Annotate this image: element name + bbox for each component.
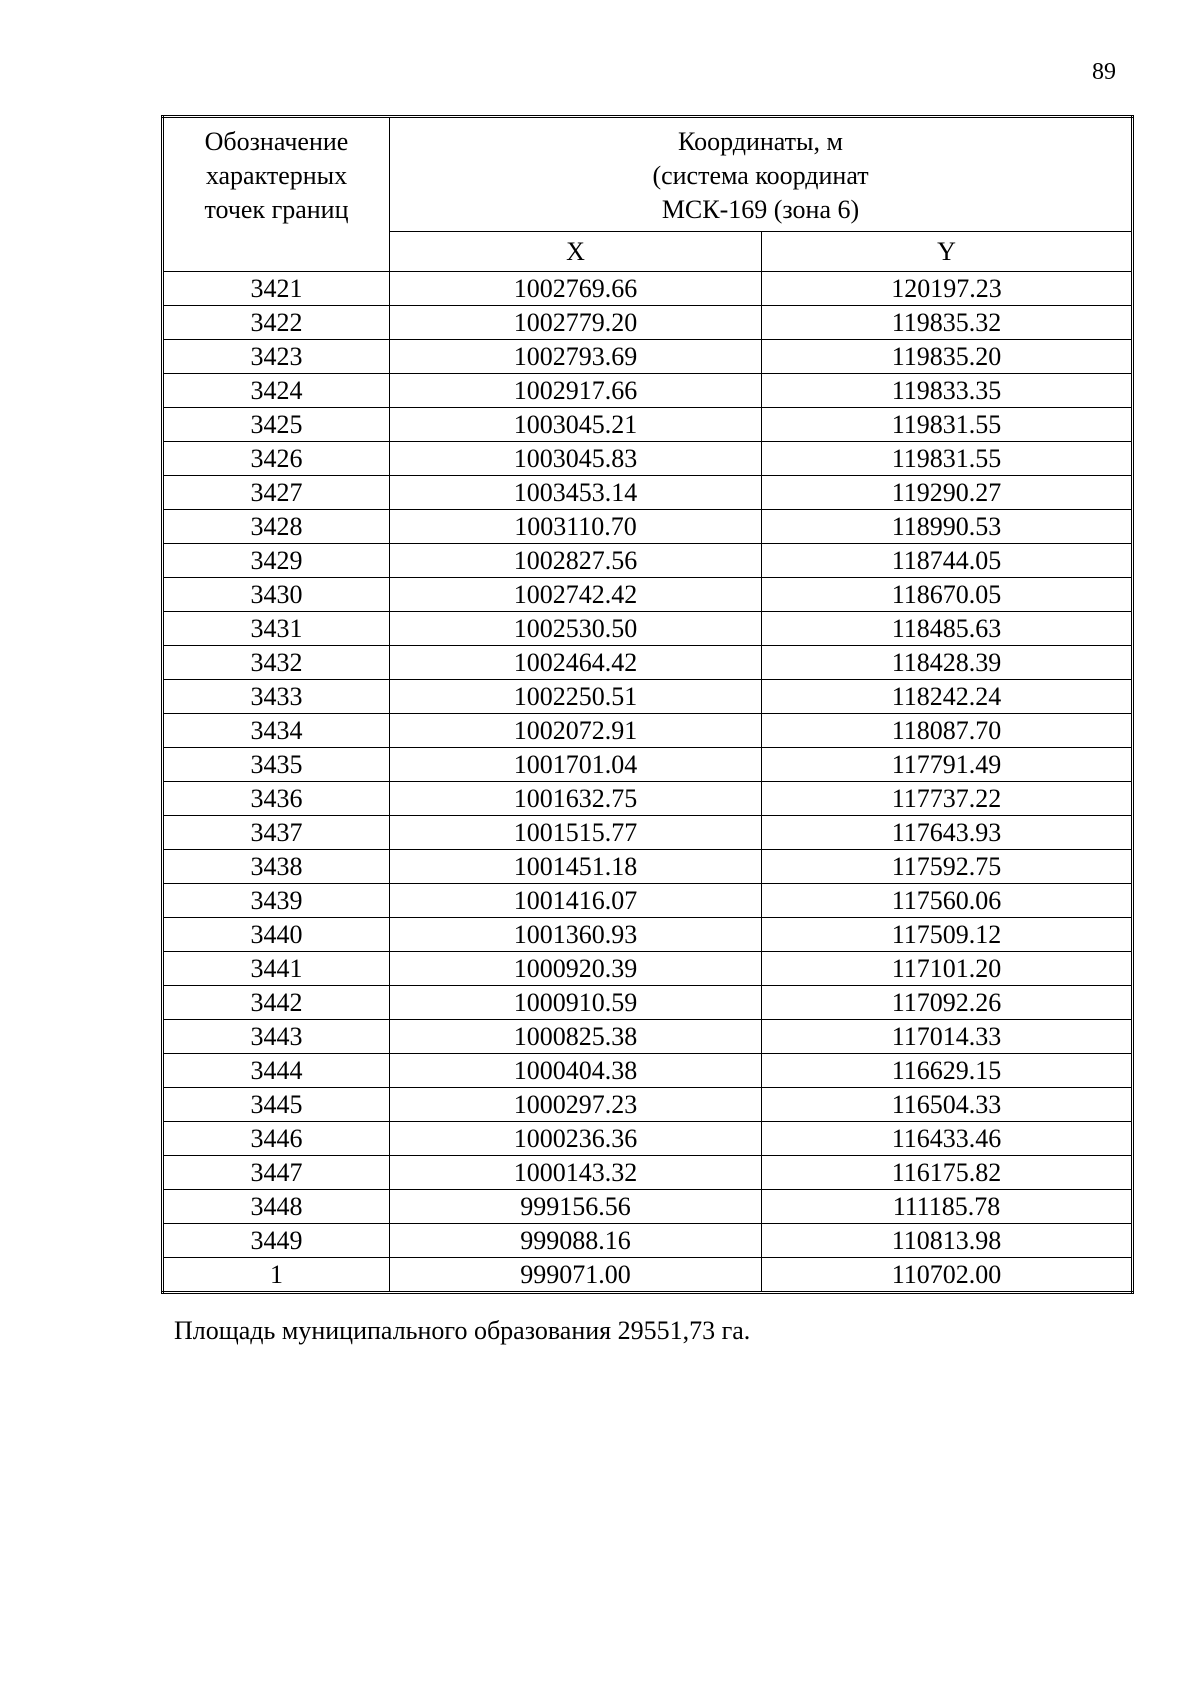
y-coordinate-cell: 117509.12 bbox=[762, 918, 1133, 952]
x-coordinate-cell: 1002530.50 bbox=[390, 612, 762, 646]
y-coordinate-cell: 118242.24 bbox=[762, 680, 1133, 714]
y-coordinate-cell: 117737.22 bbox=[762, 782, 1133, 816]
table-row bbox=[163, 1258, 1133, 1293]
point-label-header bbox=[163, 117, 390, 272]
x-coordinate-cell: 1003045.83 bbox=[390, 442, 762, 476]
x-coordinate-cell: 1003110.70 bbox=[390, 510, 762, 544]
x-coordinate-cell: 1002779.20 bbox=[390, 306, 762, 340]
table-row bbox=[163, 884, 1133, 918]
y-coordinate-cell: 118087.70 bbox=[762, 714, 1133, 748]
x-coordinate-cell: 1000143.32 bbox=[390, 1156, 762, 1190]
point-id-cell: 3437 bbox=[163, 816, 390, 850]
table-row bbox=[163, 1122, 1133, 1156]
y-coordinate-cell: 118670.05 bbox=[762, 578, 1133, 612]
point-id-cell: 3444 bbox=[163, 1054, 390, 1088]
table-row bbox=[163, 1224, 1133, 1258]
x-coordinate-cell: 1001360.93 bbox=[390, 918, 762, 952]
y-coordinate-cell: 110813.98 bbox=[762, 1224, 1133, 1258]
x-coordinate-cell: 1000825.38 bbox=[390, 1020, 762, 1054]
y-coordinate-cell: 117101.20 bbox=[762, 952, 1133, 986]
point-id-cell: 3449 bbox=[163, 1224, 390, 1258]
point-id-cell: 3429 bbox=[163, 544, 390, 578]
point-id-cell: 3428 bbox=[163, 510, 390, 544]
y-coordinate-cell: 116504.33 bbox=[762, 1088, 1133, 1122]
coordinates-group-header-line: МСК-169 (зона 6) bbox=[661, 195, 860, 224]
point-id-cell: 3421 bbox=[163, 272, 390, 306]
x-column-header: X bbox=[390, 232, 762, 272]
table-row bbox=[163, 442, 1133, 476]
point-id-cell: 3432 bbox=[163, 646, 390, 680]
table-row bbox=[163, 850, 1133, 884]
point-id-cell: 3431 bbox=[163, 612, 390, 646]
table-row bbox=[163, 714, 1133, 748]
x-coordinate-cell: 1000236.36 bbox=[390, 1122, 762, 1156]
x-coordinate-cell: 1001451.18 bbox=[390, 850, 762, 884]
table-row bbox=[163, 748, 1133, 782]
point-label-header-line: характерных bbox=[205, 161, 348, 190]
point-label-header-line: Обозначение bbox=[204, 127, 349, 156]
point-id-cell: 3430 bbox=[163, 578, 390, 612]
x-coordinate-cell: 1000920.39 bbox=[390, 952, 762, 986]
y-coordinate-cell: 111185.78 bbox=[762, 1190, 1133, 1224]
point-id-cell: 3445 bbox=[163, 1088, 390, 1122]
x-coordinate-cell: 1001515.77 bbox=[390, 816, 762, 850]
point-id-cell: 3424 bbox=[163, 374, 390, 408]
point-id-cell: 3446 bbox=[163, 1122, 390, 1156]
x-coordinate-cell: 1002464.42 bbox=[390, 646, 762, 680]
y-column-header: Y bbox=[762, 232, 1133, 272]
y-coordinate-cell: 118990.53 bbox=[762, 510, 1133, 544]
x-coordinate-cell: 1002072.91 bbox=[390, 714, 762, 748]
table-row bbox=[163, 578, 1133, 612]
x-coordinate-cell: 1002917.66 bbox=[390, 374, 762, 408]
y-coordinate-cell: 110702.00 bbox=[762, 1258, 1133, 1293]
table-row bbox=[163, 1190, 1133, 1224]
table-row bbox=[163, 374, 1133, 408]
coordinates-group-header-line: (система координат bbox=[652, 161, 869, 190]
table-body bbox=[163, 272, 1133, 1293]
x-coordinate-cell: 1001632.75 bbox=[390, 782, 762, 816]
table-row bbox=[163, 544, 1133, 578]
x-coordinate-cell: 1000910.59 bbox=[390, 986, 762, 1020]
point-id-cell: 3422 bbox=[163, 306, 390, 340]
table-row bbox=[163, 680, 1133, 714]
coordinates-group-header-line: Координаты, м bbox=[678, 127, 843, 156]
point-id-cell: 3433 bbox=[163, 680, 390, 714]
table-row bbox=[163, 952, 1133, 986]
table-row bbox=[163, 1020, 1133, 1054]
y-coordinate-cell: 117643.93 bbox=[762, 816, 1133, 850]
y-coordinate-cell: 118485.63 bbox=[762, 612, 1133, 646]
y-coordinate-cell: 120197.23 bbox=[762, 272, 1133, 306]
point-id-cell: 3425 bbox=[163, 408, 390, 442]
x-coordinate-cell: 999088.16 bbox=[390, 1224, 762, 1258]
y-coordinate-cell: 117592.75 bbox=[762, 850, 1133, 884]
x-coordinate-cell: 1003453.14 bbox=[390, 476, 762, 510]
table-row bbox=[163, 816, 1133, 850]
table-row bbox=[163, 408, 1133, 442]
point-id-cell: 3435 bbox=[163, 748, 390, 782]
point-id-cell: 3434 bbox=[163, 714, 390, 748]
x-coordinate-cell: 1001701.04 bbox=[390, 748, 762, 782]
table-row bbox=[163, 612, 1133, 646]
table-row bbox=[163, 1054, 1133, 1088]
table-row bbox=[163, 510, 1133, 544]
y-coordinate-cell: 118428.39 bbox=[762, 646, 1133, 680]
x-coordinate-cell: 1002827.56 bbox=[390, 544, 762, 578]
x-coordinate-cell: 1002769.66 bbox=[390, 272, 762, 306]
x-coordinate-cell: 1003045.21 bbox=[390, 408, 762, 442]
y-coordinate-cell: 117092.26 bbox=[762, 986, 1133, 1020]
y-coordinate-cell: 119290.27 bbox=[762, 476, 1133, 510]
x-coordinate-cell: 999071.00 bbox=[390, 1258, 762, 1293]
y-coordinate-cell: 119831.55 bbox=[762, 408, 1133, 442]
area-note: Площадь муниципального образования 29551,73 га. bbox=[174, 1316, 751, 1345]
y-coordinate-cell: 116629.15 bbox=[762, 1054, 1133, 1088]
table-row bbox=[163, 1088, 1133, 1122]
y-coordinate-cell: 117014.33 bbox=[762, 1020, 1133, 1054]
x-coordinate-cell: 1002742.42 bbox=[390, 578, 762, 612]
page-number: 89 bbox=[1092, 59, 1116, 85]
table-row bbox=[163, 476, 1133, 510]
y-coordinate-cell: 116433.46 bbox=[762, 1122, 1133, 1156]
coordinates-group-header bbox=[390, 117, 1133, 232]
table-row bbox=[163, 340, 1133, 374]
table-row bbox=[163, 986, 1133, 1020]
point-id-cell: 3438 bbox=[163, 850, 390, 884]
point-id-cell: 3439 bbox=[163, 884, 390, 918]
point-id-cell: 3423 bbox=[163, 340, 390, 374]
point-id-cell: 3436 bbox=[163, 782, 390, 816]
coordinates-table bbox=[161, 115, 1134, 1294]
point-id-cell: 3443 bbox=[163, 1020, 390, 1054]
x-coordinate-cell: 1000297.23 bbox=[390, 1088, 762, 1122]
point-id-cell: 3447 bbox=[163, 1156, 390, 1190]
table-row bbox=[163, 646, 1133, 680]
x-coordinate-cell: 1000404.38 bbox=[390, 1054, 762, 1088]
point-id-cell: 3442 bbox=[163, 986, 390, 1020]
point-id-cell: 3440 bbox=[163, 918, 390, 952]
x-coordinate-cell: 1002250.51 bbox=[390, 680, 762, 714]
x-coordinate-cell: 999156.56 bbox=[390, 1190, 762, 1224]
y-coordinate-cell: 119831.55 bbox=[762, 442, 1133, 476]
point-id-cell: 1 bbox=[163, 1258, 390, 1293]
y-coordinate-cell: 119835.20 bbox=[762, 340, 1133, 374]
table-row bbox=[163, 782, 1133, 816]
point-id-cell: 3426 bbox=[163, 442, 390, 476]
point-id-cell: 3448 bbox=[163, 1190, 390, 1224]
point-label-header-line: точек границ bbox=[204, 195, 349, 224]
table-row bbox=[163, 918, 1133, 952]
y-coordinate-cell: 117560.06 bbox=[762, 884, 1133, 918]
point-id-cell: 3427 bbox=[163, 476, 390, 510]
point-id-cell: 3441 bbox=[163, 952, 390, 986]
y-coordinate-cell: 116175.82 bbox=[762, 1156, 1133, 1190]
x-coordinate-cell: 1002793.69 bbox=[390, 340, 762, 374]
table-header bbox=[163, 117, 1133, 272]
x-coordinate-cell: 1001416.07 bbox=[390, 884, 762, 918]
table-row bbox=[163, 272, 1133, 306]
y-coordinate-cell: 119833.35 bbox=[762, 374, 1133, 408]
y-coordinate-cell: 117791.49 bbox=[762, 748, 1133, 782]
table-row bbox=[163, 1156, 1133, 1190]
table-row bbox=[163, 306, 1133, 340]
y-coordinate-cell: 118744.05 bbox=[762, 544, 1133, 578]
y-coordinate-cell: 119835.32 bbox=[762, 306, 1133, 340]
